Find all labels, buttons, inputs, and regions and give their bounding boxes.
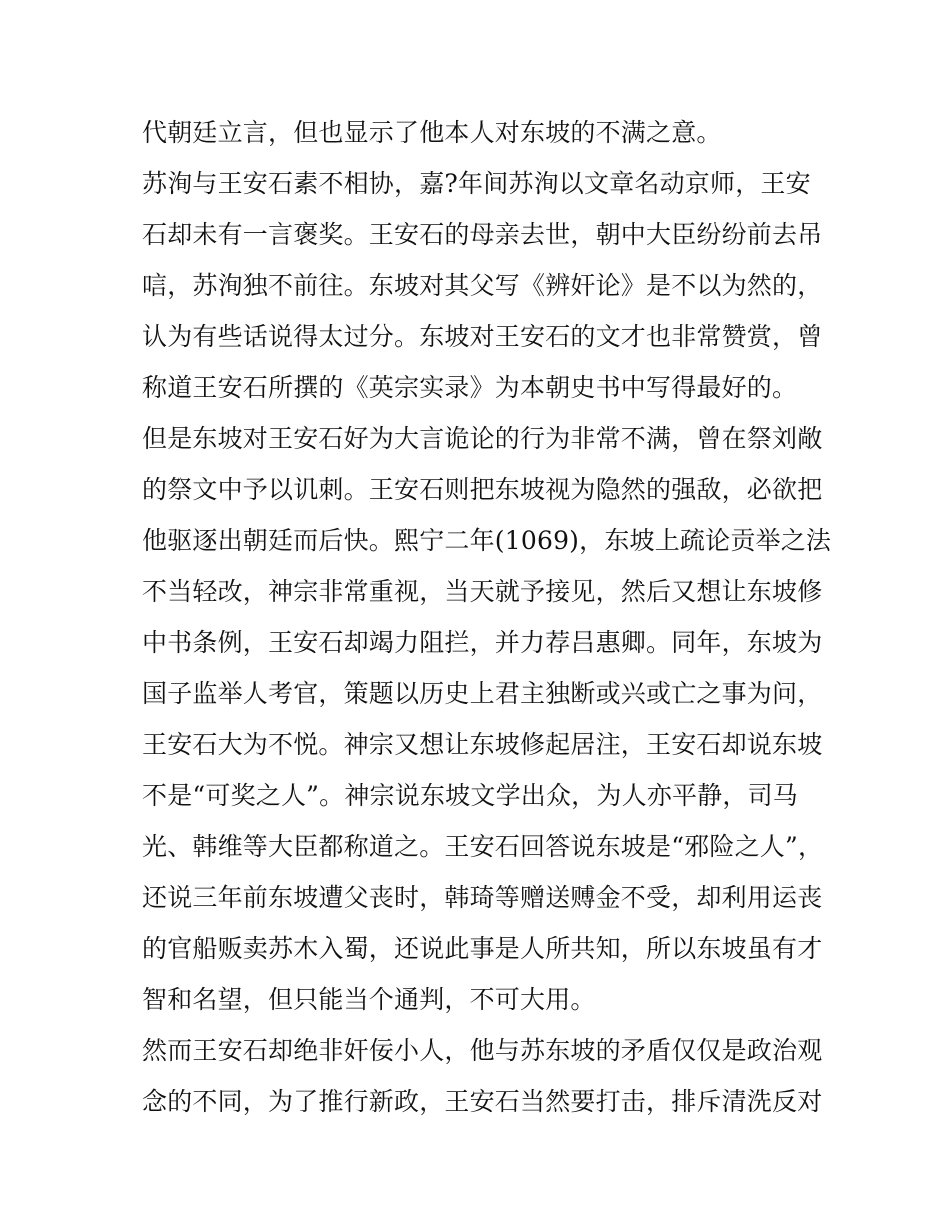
text-line: 的官船贩卖苏木入蜀，还说此事是人所共知，所以东坡虽有才: [142, 934, 823, 963]
text-line: 念的不同，为了推行新政，王安石当然要打击，排斥清洗反对: [142, 1087, 823, 1116]
text-line: 光、韩维等大臣都称道之。王安石回答说东坡是“邪险之人”，: [142, 832, 824, 861]
text-line: 不当轻改，神宗非常重视，当天就予接见，然后又想让东坡修: [142, 577, 823, 606]
text-line: 他驱逐出朝廷而后快。熙宁二年(1069)，东坡上疏论贡举之法: [142, 526, 832, 555]
text-line: 但是东坡对王安石好为大言诡论的行为非常不满，曾在祭刘敞: [142, 424, 823, 453]
text-line: 还说三年前东坡遭父丧时，韩琦等赠送赙金不受，却利用运丧: [142, 883, 823, 912]
text-line: 称道王安石所撰的《英宗实录》为本朝史书中写得最好的。: [142, 373, 798, 402]
text-line: 代朝廷立言，但也显示了他本人对东坡的不满之意。: [142, 118, 722, 147]
text-line: 认为有些话说得太过分。东坡对王安石的文才也非常赞赏，曾: [142, 322, 823, 351]
body-text: [142, 107, 832, 1127]
text-line: 王安石大为不悦。神宗又想让东坡修起居注，王安石却说东坡: [142, 730, 823, 759]
text-line: 苏洵与王安石素不相协，嘉?年间苏洵以文章名动京师，王安: [142, 169, 811, 198]
text-line: 不是“可奖之人”。神宗说东坡文学出众，为人亦平静，司马: [142, 781, 798, 810]
text-line: 中书条例，王安石却竭力阻拦，并力荐吕惠卿。同年，东坡为: [142, 628, 823, 657]
text-line: 然而王安石却绝非奸佞小人，他与苏东坡的矛盾仅仅是政治观: [142, 1036, 823, 1065]
text-line: 国子监举人考官，策题以历史上君主独断或兴或亡之事为问，: [142, 679, 823, 708]
text-line: 智和名望，但只能当个通判，不可大用。: [142, 985, 596, 1014]
text-line: 唁，苏洵独不前往。东坡对其父写《辨奸论》是不以为然的，: [142, 271, 823, 300]
text-line: 的祭文中予以讥刺。王安石则把东坡视为隐然的强敌，必欲把: [142, 475, 823, 504]
text-line: 石却未有一言褒奖。王安石的母亲去世，朝中大臣纷纷前去吊: [142, 220, 823, 249]
